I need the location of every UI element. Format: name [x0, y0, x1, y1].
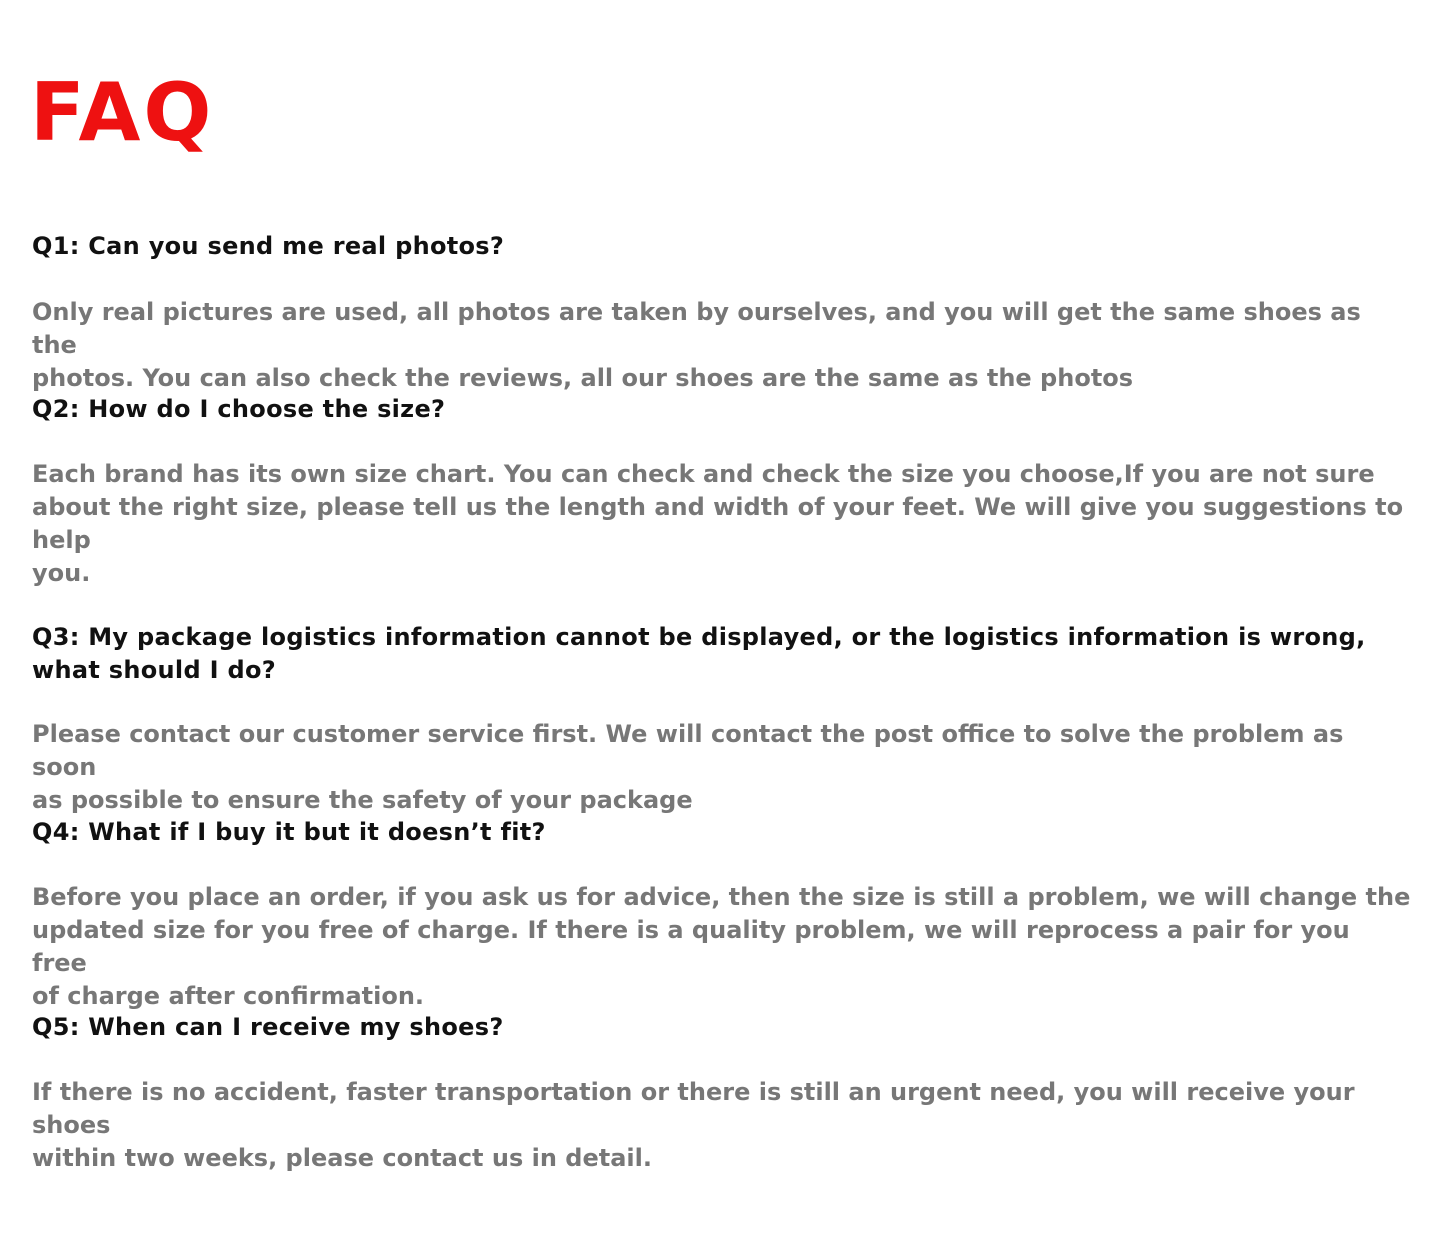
faq-answer-3: Please contact our customer service first. We will contact the post office to solve the problem as soon as possible to ensure the safety of your package [32, 720, 1344, 814]
faq-answer-2: Each brand has its own size chart. You can check and check the size you choose,If you are not sure about the right size, please tell us the length and width of your feet. We will give you suggestions to help you. [32, 460, 1404, 587]
faq-question-1: Q1: Can you send me real photos? [32, 232, 505, 260]
faq-answer-1: Only real pictures are used, all photos are taken by ourselves, and you will get the same shoes as the photos. You can also check the reviews, all our shoes are the same as the photos [32, 298, 1361, 392]
faq-question-4: Q4: What if I buy it but it doesn’t fit? [32, 818, 546, 846]
faq-question-5: Q5: When can I receive my shoes? [32, 1013, 504, 1041]
faq-question-3: Q3: My package logistics information cannot be displayed, or the logistics information is wrong, what should I do? [32, 623, 1366, 684]
faq-answer-4: Before you place an order, if you ask us for advice, then the size is still a problem, we will change the updated size for you free of charge. If there is a quality problem, we will reprocess a pair for you free of charge after confirmation. [32, 883, 1411, 1010]
faq-answer-5: If there is no accident, faster transportation or there is still an urgent need, you will receive your shoes within two weeks, please contact us in detail. [32, 1078, 1355, 1172]
faq-question-2: Q2: How do I choose the size? [32, 395, 446, 423]
page-title: FAQ [30, 66, 215, 159]
